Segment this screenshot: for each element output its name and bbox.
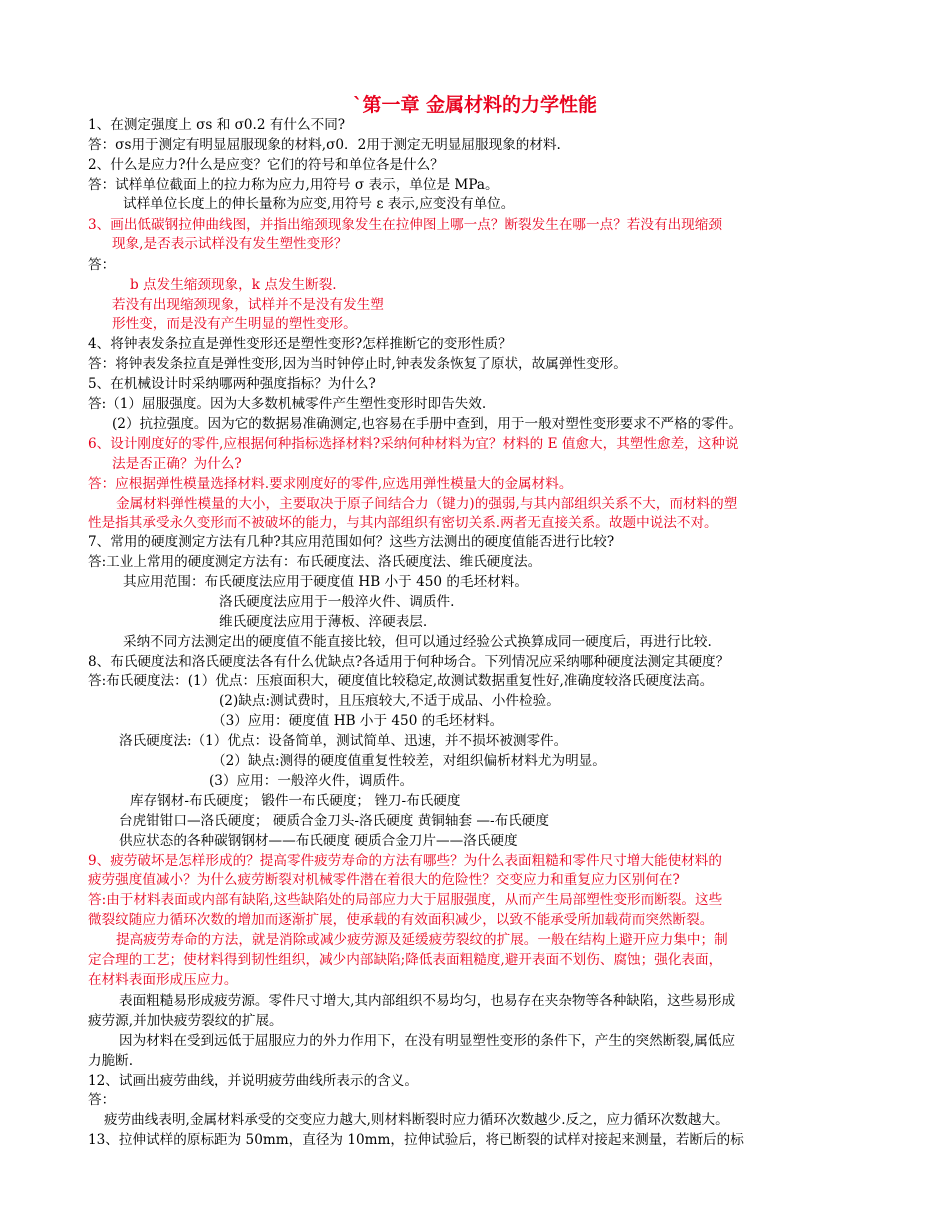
q3-line-2: 现象,是否表示试样没有发生塑性变形？ bbox=[112, 236, 348, 252]
a6-line-3: 性是指其承受永久变形而不被破坏的能力，与其内部组织有密切关系.两者无直接关系。故题中说法不对。 bbox=[88, 515, 718, 531]
q9-line-1: 9、疲劳破坏是怎样形成的？提高零件疲劳寿命的方法有哪些？为什么表面粗糙和零件尺寸增大能使材料的 bbox=[88, 853, 722, 869]
q12-line: 12、试画出疲劳曲线，并说明疲劳曲线所表示的含义。 bbox=[88, 1073, 418, 1089]
a8-line-9: 供应状态的各种碳钢钢材——布氏硬度 硬质合金刀片——洛氏硬度 bbox=[119, 833, 518, 849]
a8-line-4: 洛氏硬度法:（1）优点：设备简单，测试简单、迅速，并不损坏被测零件。 bbox=[119, 733, 568, 749]
q9-line-2: 疲劳强度值减小？为什么疲劳断裂对机械零件潜在着很大的危险性？交变应力和重复应力区别何在? bbox=[88, 872, 680, 888]
a7-line-1: 答:工业上常用的硬度测定方法有：布氏硬度法、洛氏硬度法、维氏硬度法。 bbox=[88, 554, 542, 570]
q2-line: 2、什么是应力?什么是应变？它们的符号和单位各是什么？ bbox=[88, 157, 444, 173]
a9-line-1: 答:由于材料表面或内部有缺陷,这些缺陷处的局部应力大于屈服强度，从而产生局部塑性变形而断裂。这些 bbox=[88, 892, 723, 908]
a8-line-8: 台虎钳钳口—洛氏硬度； 硬质合金刀头-洛氏硬度 黄铜轴套 —-布氏硬度 bbox=[119, 813, 549, 829]
a7-line-3: 洛氏硬度法应用于一般淬火件、调质件. bbox=[219, 594, 455, 610]
a1-line: 答：σs用于测定有明显屈服现象的材料,σ0．2用于测定无明显屈服现象的材料. bbox=[88, 137, 561, 153]
a9-line-2: 微裂纹随应力循环次数的增加而逐渐扩展，使承载的有效面积减少，以致不能承受所加载荷而突然断裂。 bbox=[88, 912, 714, 928]
q6-line-2: 法是否正确？为什么? bbox=[112, 456, 242, 472]
a4-line: 答：将钟表发条拉直是弹性变形,因为当时钟停止时,钟表发条恢复了原状，故属弹性变形。 bbox=[88, 356, 627, 372]
chapter-title: `第一章 金属材料的力学性能 bbox=[352, 94, 598, 116]
a7-line-4: 维氏硬度法应用于薄板、淬硬表层. bbox=[219, 614, 428, 630]
a3-line-2: 若没有出现缩颈现象，试样并不是没有发生塑 bbox=[112, 297, 384, 313]
q8-line: 8、布氏硬度法和洛氏硬度法各有什么优缺点?各适用于何种场合。下列情况应采纳哪种硬度法测定其硬度？ bbox=[88, 654, 730, 670]
q13-line: 13、拉伸试样的原标距为 50mm，直径为 10mm，拉伸试验后，将已断裂的试样对接起来测量，若断后的标 bbox=[88, 1132, 744, 1148]
a3-line-3: 形性变，而是没有产生明显的塑性变形。 bbox=[112, 316, 357, 332]
q7-line: 7、常用的硬度测定方法有几种?其应用范围如何？这些方法测出的硬度值能否进行比较? bbox=[88, 534, 615, 550]
a8-line-5: （2）缺点:测得的硬度值重复性较差，对组织偏析材料尤为明显。 bbox=[212, 753, 606, 769]
a5-line-1: 答:（1）屈服强度。因为大多数机械零件产生塑性变形时即告失效. bbox=[88, 396, 487, 412]
a9-line-7: 疲劳源,并加快疲劳裂纹的扩展。 bbox=[88, 1013, 283, 1029]
a2-line-1: 答：试样单位截面上的拉力称为应力,用符号 σ 表示，单位是 MPa。 bbox=[88, 177, 499, 193]
q3-line-1: 3、画出低碳钢拉伸曲线图，并指出缩颈现象发生在拉伸图上哪一点？断裂发生在哪一点？若没有出现缩颈 bbox=[88, 217, 722, 233]
a8-line-1: 答:布氏硬度法：(1）优点：压痕面积大，硬度值比较稳定,故测试数据重复性好,准确度较洛氏硬度法高。 bbox=[88, 673, 714, 689]
q6-line-1: 6、设计刚度好的零件,应根据何种指标选择材料?采纳何种材料为宜？材料的 E 值愈大，其塑性愈差，这种说 bbox=[88, 436, 739, 452]
a8-line-7: 库存钢材-布氏硬度； 锻件一布氏硬度； 锉刀-布氏硬度 bbox=[130, 793, 461, 809]
q5-line: 5、在机械设计时采纳哪两种强度指标？为什么? bbox=[88, 376, 376, 392]
a12-line: 疲劳曲线表明,金属材料承受的交变应力越大,则材料断裂时应力循环次数越少.反之，应力循环次数越大。 bbox=[104, 1112, 729, 1128]
q4-line: 4、将钟表发条拉直是弹性变形还是塑性变形?怎样推断它的变形性质？ bbox=[88, 336, 512, 352]
a9-line-3: 提高疲劳寿命的方法，就是消除或减少疲劳源及延缓疲劳裂纹的扩展。一般在结构上避开应力集中；制 bbox=[116, 932, 728, 948]
a7-line-2: 其应用范围：布氏硬度法应用于硬度值 HB 小于 450 的毛坯材料。 bbox=[123, 574, 528, 590]
a12-label: 答： bbox=[88, 1092, 116, 1108]
a5-line-2: (2）抗拉强度。因为它的数据易准确测定,也容易在手册中查到，用于一般对塑性变形要求不严格的零件。 bbox=[112, 416, 742, 432]
a3-line-1: b 点发生缩颈现象，k 点发生断裂. bbox=[130, 277, 337, 293]
a8-line-3: （3）应用：硬度值 HB 小于 450 的毛坯材料。 bbox=[212, 713, 504, 729]
a9-line-8: 因为材料在受到远低于屈服应力的外力作用下，在没有明显塑性变形的条件下，产生的突然断裂,属低应 bbox=[119, 1033, 736, 1049]
a9-line-4: 定合理的工艺；使材料得到韧性组织，减少内部缺陷;降低表面粗糙度,避开表面不划伤、腐蚀；强化表面， bbox=[88, 952, 723, 968]
a6-line-2: 金属材料弹性模量的大小，主要取决于原子间结合力（键力)的强弱,与其内部组织关系不大，而材料的塑 bbox=[116, 496, 738, 512]
a9-line-9: 力脆断. bbox=[88, 1053, 134, 1069]
a8-line-2: (2)缺点:测试费时，且压痕较大,不适于成品、小件检验。 bbox=[219, 693, 560, 709]
a3-label: 答： bbox=[88, 257, 116, 273]
a2-line-2: 试样单位长度上的伸长量称为应变,用符号 ε 表示,应变没有单位。 bbox=[123, 196, 515, 212]
a9-line-6: 表面粗糙易形成疲劳源。零件尺寸增大,其内部组织不易均匀，也易存在夹杂物等各种缺陷，这些易形成 bbox=[119, 993, 736, 1009]
a9-line-5: 在材料表面形成压应力。 bbox=[88, 972, 238, 988]
a8-line-6: (3）应用：一般淬火件，调质件。 bbox=[209, 773, 414, 789]
a6-line-1: 答：应根据弹性模量选择材料.要求刚度好的零件,应选用弹性模量大的金属材料。 bbox=[88, 476, 573, 492]
a7-line-5: 采纳不同方法测定出的硬度值不能直接比较，但可以通过经验公式换算成同一硬度后，再进行比较. bbox=[123, 634, 712, 650]
q1-line: 1、在测定强度上 σs 和 σ0.2 有什么不同? bbox=[88, 117, 346, 133]
